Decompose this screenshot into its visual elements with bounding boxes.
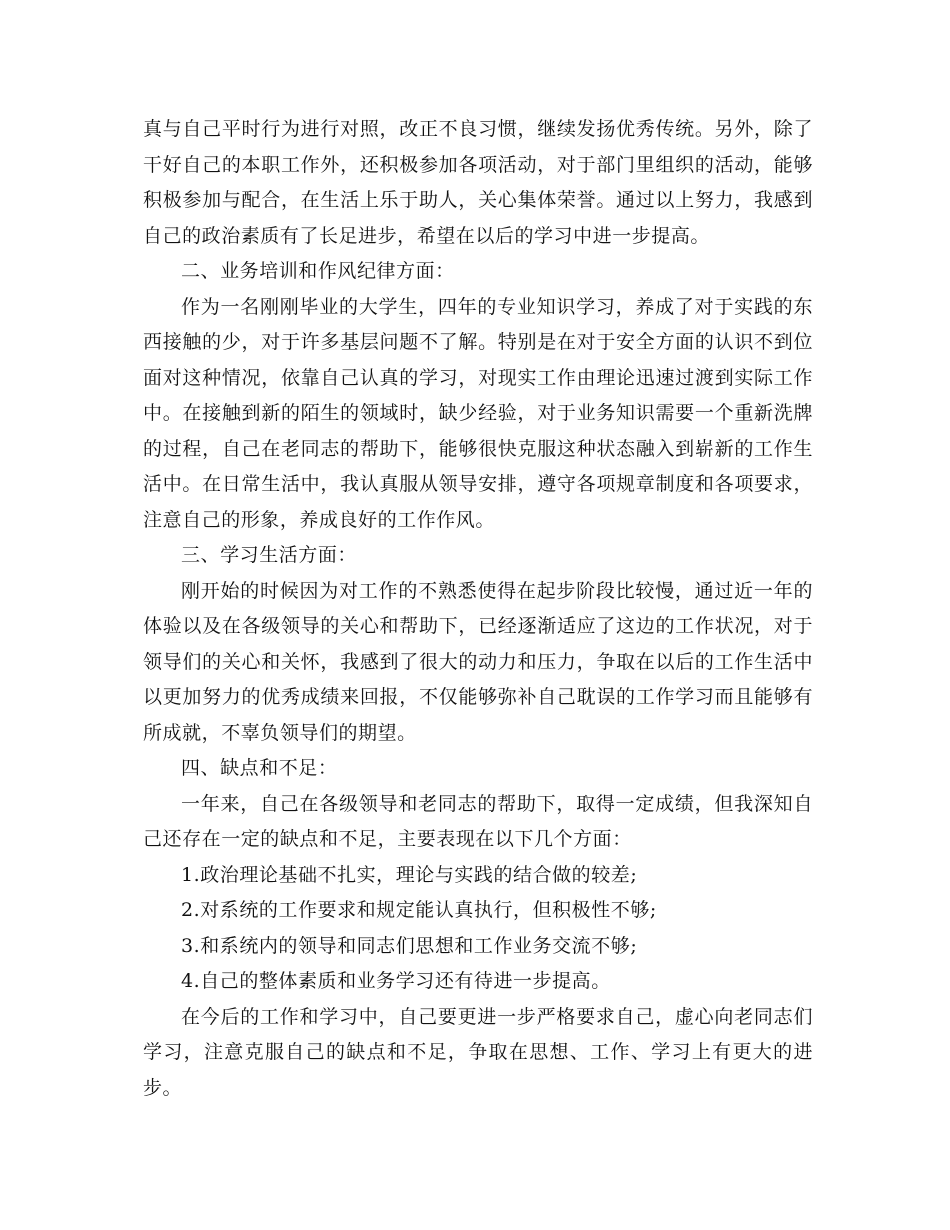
document-body — [143, 112, 813, 1106]
paragraph-future-plan: 在今后的工作和学习中，自己要更进一步严格要求自己，虚心向老同志们学习，注意克服自己的缺点和不足，争取在思想、工作、学习上有更大的进步。 — [143, 1005, 813, 1099]
section-heading-business-training: 二、业务培训和作风纪律方面： — [181, 260, 455, 282]
list-item-shortcoming-4: 4.自己的整体素质和业务学习还有待进一步提高。 — [181, 970, 611, 992]
section-heading-shortcomings: 四、缺点和不足： — [181, 757, 338, 779]
list-item-shortcoming-3: 3.和系统内的领导和同志们思想和工作业务交流不够; — [181, 934, 638, 957]
list-item-shortcoming-1: 1.政治理论基础不扎实，理论与实践的结合做的较差; — [181, 863, 638, 886]
paragraph-political-quality-continued: 真与自己平时行为进行对照，改正不良习惯，继续发扬优秀传统。另外，除了干好自己的本职工作外，还积极参加各项活动，对于部门里组织的活动，能够积极参加与配合，在生活上乐于助人，关心集体荣誉。通过以上努力，我感到自己的政治素质有了长足进步，希望在以后的学习中进一步提高。 — [143, 118, 813, 247]
paragraph-study-life: 刚开始的时候因为对工作的不熟悉使得在起步阶段比较慢，通过近一年的体验以及在各级领导的关心和帮助下，已经逐渐适应了这边的工作状况，对于领导们的关心和关怀，我感到了很大的动力和压力，争取在以后的工作生活中以更加努力的优秀成绩来回报，不仅能够弥补自己耽误的工作学习而且能够有所成就，不辜负领导们的期望。 — [143, 579, 813, 744]
paragraph-business-training: 作为一名刚刚毕业的大学生，四年的专业知识学习，养成了对于实践的东西接触的少，对于许多基层问题不了解。特别是在对于安全方面的认识不到位面对这种情况，依靠自己认真的学习，对现实工作由理论迅速过渡到实际工作中。在接触到新的陌生的领域时，缺少经验，对于业务知识需要一个重新洗牌的过程，自己在老同志的帮助下，能够很快克服这种状态融入到崭新的工作生活中。在日常生活中，我认真服从领导安排，遵守各项规章制度和各项要求，注意自己的形象，养成良好的工作作风。 — [143, 295, 813, 531]
section-heading-study-life: 三、学习生活方面： — [181, 544, 357, 566]
paragraph-shortcomings-intro: 一年来，自己在各级领导和老同志的帮助下，取得一定成绩，但我深知自己还存在一定的缺点和不足，主要表现在以下几个方面： — [143, 792, 813, 850]
list-item-shortcoming-2: 2.对系统的工作要求和规定能认真执行，但积极性不够; — [181, 899, 657, 921]
